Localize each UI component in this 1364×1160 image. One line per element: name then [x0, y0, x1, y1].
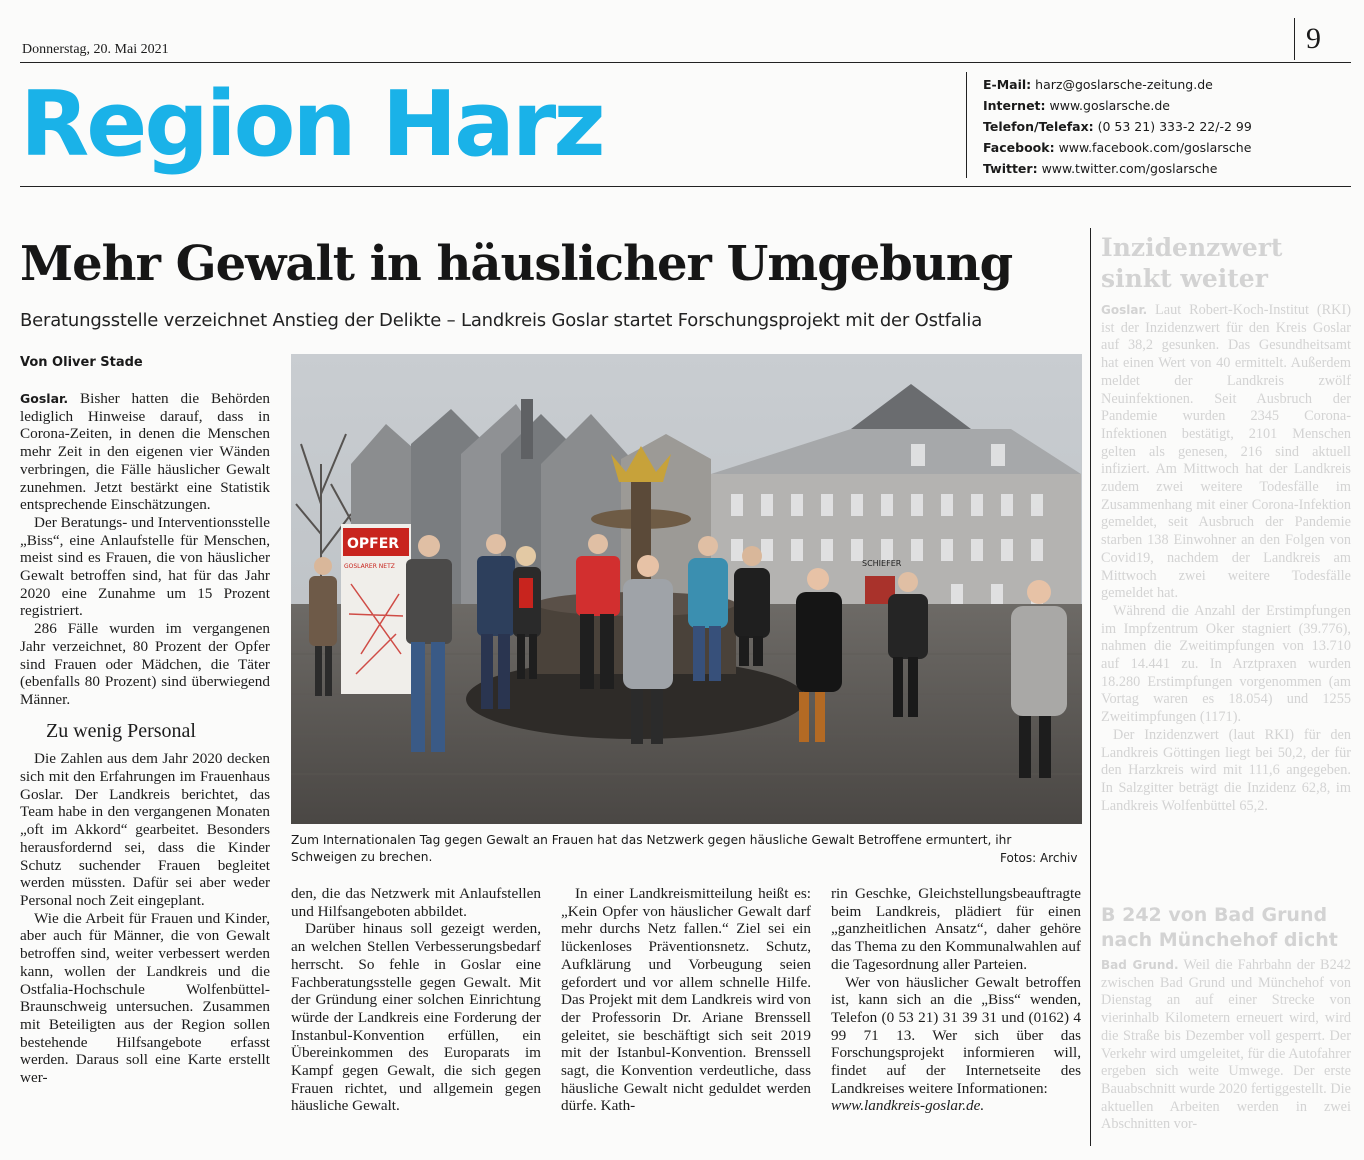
sidebar-story-1-title: Inzidenzwert sinkt weiter	[1101, 233, 1283, 293]
paragraph: Darüber hinaus soll gezeigt werden, an welchen Stellen Verbesserungsbedarf herrscht. So fehle in Goslar eine Fachberatungsstelle gegen Gewalt. Mit der Gründung einer solchen Einrichtung würde der Landkreis eine Forderung der Instanbul-Konvention erfüllen, ein Übereinkommen des Europarats im Kampf gegen Gewalt, die sich gegen Frauen richtet, und allgemein gegen häusliche Gewalt.	[291, 920, 541, 1115]
subhead: Zu wenig Personal	[46, 719, 196, 742]
internet-link[interactable]: www.goslarsche.de	[1049, 98, 1170, 113]
contact-internet: Internet: www.goslarsche.de	[983, 98, 1170, 113]
website-link[interactable]: www.landkreis-goslar.de.	[831, 1097, 985, 1115]
paragraph: 286 Fälle wurden im vergangenen Jahr verzeichnet, 80 Prozent der Opfer sind Frauen oder Mädchen, die Täter (ebenfalls 80 Prozent) sind überwiegend Männer.	[20, 620, 270, 708]
section-title: Region Harz	[20, 72, 603, 177]
paragraph: In einer Landkreismitteilung heißt es: „Kein Opfer von häuslicher Gewalt darf mehr durchs Netz fallen.“ Ziel sei ein lückenloses Präventionsnetz. Schutz, Aufklärung und Vorbeugung seien gefordert und vor allem schnelle Hilfe. Das Projekt mit dem Landkreis wird von der Professorin Dr. Ariane Brenssell geleitet, sie beschäftigt sich seit 2019 mit der Istanbul-Konvention. Brenssell sagt, die Konvention verdeutliche, dass häusliche Gewalt nicht geduldet werden dürfe. Kath-	[561, 885, 811, 1115]
paragraph: Der Inzidenzwert (laut RKI) für den Landkreis Göttingen liegt bei 50,2, der für den Harzkreis wird mit 111,6 angegeben. In Salzgitter beträgt die Inzidenz 62,8, im Landkreis Wolfenbüttel 65,2.	[1101, 726, 1351, 814]
header-bottom-rule	[20, 186, 1351, 187]
contact-phone: Telefon/Telefax: (0 53 21) 333-2 22/-2 99	[983, 119, 1252, 134]
sidebar-story-1-body	[1101, 302, 1351, 815]
article-column-3	[561, 885, 811, 1115]
photo-caption: Zum Internationalen Tag gegen Gewalt an Frauen hat das Netzwerk gegen häusliche Gewalt Betroffene ermuntert, ihr Schweigen zu brechen.	[291, 833, 1012, 864]
header-vertical-rule	[1294, 18, 1295, 60]
article-headline: Mehr Gewalt in häuslicher Umgebung	[20, 236, 1013, 292]
sidebar-divider	[1090, 228, 1091, 1146]
contact-divider	[966, 72, 967, 178]
banner-subtitle: GOSLARER NETZ	[344, 563, 395, 570]
twitter-link[interactable]: www.twitter.com/goslarsche	[1041, 161, 1218, 176]
paragraph: Goslar. Laut Robert-Koch-Institut (RKI) ist der Inzidenzwert für den Kreis Goslar auf 38,2 gesunken. Das Gesundheitsamt hat einen Wert von 40 ermittelt. Außerdem meldet der Landkreis zwölf Neuinfektionen. Seit Ausbruch der Pandemie wurden 2345 Corona-Infektionen bestätigt, 2101 Menschen gelten als genesen, 216 sind aktuell infiziert. Am Mittwoch hat der Landkreis zudem zwei weitere Todesfälle im Zusammenhang mit einer Corona-Infektion gemeldet, seit Ausbruch der Pandemie starben 138 Einwohner an den Folgen von Covid19, nachdem der Landkreis am Mittwoch zwei weitere Todesfälle gemeldet hat.	[1101, 302, 1351, 602]
header-top-rule	[20, 62, 1351, 63]
paragraph: Die Zahlen aus dem Jahr 2020 decken sich mit den Erfahrungen im Frauenhaus Goslar. Der Landkreis berichtet, das Team habe in den vergangenen Monaten „oft im Akkord“ gearbeitet. Besonders herausfordernd sei, dass die Kinder Schutz suchender Frauen begleitet werden müssten. Dafür sei aber weder Personal noch Zeit eingeplant.	[20, 750, 270, 909]
article-column-4	[831, 885, 1081, 1115]
dateline: Donnerstag, 20. Mai 2021	[22, 42, 169, 57]
paragraph: den, die das Netzwerk mit Anlaufstellen und Hilfsangeboten abbildet.	[291, 885, 541, 920]
article-column-2	[291, 885, 541, 1115]
location-tag: Goslar.	[20, 391, 69, 406]
paragraph	[831, 1097, 1081, 1115]
sidebar-story-2-body	[1101, 957, 1351, 1147]
photo-credit: Fotos: Archiv	[1000, 851, 1078, 865]
contact-block	[983, 74, 1252, 179]
paragraph: Goslar. Bisher hatten die Behörden lediglich Hinweise darauf, dass in Corona-Zeiten, in denen die Menschen mehr Zeit in den eigenen vier Wänden verbringen, die Fälle häuslicher Gewalt zunehmen. Jetzt bestärkt eine Statistik entsprechende Einschätzungen.	[20, 390, 270, 514]
paragraph: rin Geschke, Gleichstellungsbeauftragte beim Landkreis, plädiert für einen „ganzheitlichen Ansatz“, daher gehöre das Thema zu den Kommunalwahlen auf die Tagesordnung aller Parteien.	[831, 885, 1081, 973]
paragraph: Wer von häuslicher Gewalt betroffen ist, kann sich an die „Biss“ wenden, Telefon (0 53 21) 31 39 31 und (0162) 4 99 71 13. Wer sich über das Forschungsprojekt informieren will, findet auf der Internetseite des Landkreises weitere Informationen:	[831, 973, 1081, 1097]
paragraph: Wie die Arbeit für Frauen und Kinder, aber auch für Männer, die von Gewalt betroffen sind, weiter verbessert werden kann, wollen der Landkreis und die Ostfalia-Hochschule Wolfenbüttel-Braunschweig untersuchen. Zusammen mit Beteiligten aus der Region sollen bestehende Hilfsangebote erfasst werden. Daraus soll eine Karte erstellt wer-	[20, 909, 270, 1087]
contact-twitter: Twitter: www.twitter.com/goslarsche	[983, 161, 1218, 176]
article-column-1	[20, 390, 270, 1087]
paragraph: Der Beratungs- und Interventionsstelle „Biss“, eine Anlaufstelle für Menschen, meist sind es Frauen, die von häuslicher Gewalt betroffen sind, hat für das Jahr 2020 eine Zunahme um 15 Prozent registriert.	[20, 513, 270, 620]
sidebar-story-2-title: B 242 von Bad Grund nach Münchehof dicht	[1101, 904, 1338, 951]
phone-value: (0 53 21) 333-2 22/-2 99	[1097, 119, 1252, 134]
paragraph: Während die Anzahl der Erstimpfungen im Impfzentrum Oker stagniert (39.776), nahmen die Zweitimpfungen von 13.710 auf 14.441 zu. In Arztpraxen wurden 18.280 Erstimpfungen vorgenommen (am Vortag waren es 18.054) und 1255 Zweitimpfungen (1171).	[1101, 602, 1351, 726]
paragraph: Bad Grund. Weil die Fahrbahn der B242 zwischen Bad Grund und Münchehof von Dienstag an auf einer Strecke von vierinhalb Kilometern erneuert wird, wird die Straße bis Dezember voll gesperrt. Der Verkehr wird umgeleitet, für die Autofahrer ergeben sich weite Umwege. Der erste Bauabschnitt wurde 2020 fertiggestellt. Die aktuellen Arbeiten werden in zwei Abschnitten vor-	[1101, 957, 1351, 1133]
article-subheadline: Beratungsstelle verzeichnet Anstieg der Delikte – Landkreis Goslar startet Forschungsprojekt mit der Ostfalia	[20, 310, 983, 331]
facebook-link[interactable]: www.facebook.com/goslarsche	[1058, 140, 1252, 155]
photo-town-square	[291, 354, 1082, 824]
article-photo	[291, 354, 1082, 824]
page-number: 9	[1306, 22, 1321, 55]
byline: Von Oliver Stade	[20, 355, 143, 370]
building-sign: SCHIEFER	[862, 559, 902, 568]
contact-email: E-Mail: harz@goslarsche-zeitung.de	[983, 77, 1213, 92]
contact-facebook: Facebook: www.facebook.com/goslarsche	[983, 140, 1252, 155]
email-link[interactable]: harz@goslarsche-zeitung.de	[1035, 77, 1213, 92]
banner-word: OPFER	[347, 536, 400, 552]
